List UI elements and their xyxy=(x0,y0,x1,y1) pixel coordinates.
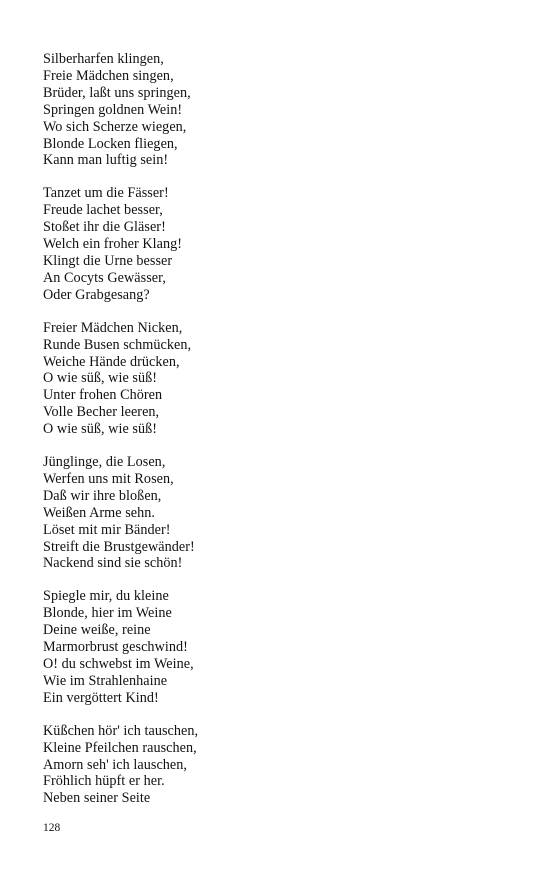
poem-line: Klingt die Urne besser xyxy=(43,252,173,269)
poem-line: Volle Becher leeren, xyxy=(43,404,160,421)
stanza xyxy=(43,723,503,808)
poem-line: O wie süß, wie süß! xyxy=(43,421,158,438)
poem-line: O wie süß, wie süß! xyxy=(43,370,158,387)
poem-line: Marmorbrust geschwind! xyxy=(43,639,188,656)
poem-line: Wo sich Scherze wiegen, xyxy=(43,118,187,135)
poem-line: Jünglinge, die Losen, xyxy=(43,454,166,471)
poem-line: Fröhlich hüpft er her. xyxy=(43,773,165,790)
page-number: 128 xyxy=(43,822,61,834)
stanza xyxy=(43,51,503,169)
poem-line: Brüder, laßt uns springen, xyxy=(43,84,191,101)
stanza xyxy=(43,320,503,438)
poem-line: Wie im Strahlenhaine xyxy=(43,672,168,689)
poem-text xyxy=(43,51,503,823)
poem-line: Freude lachet besser, xyxy=(43,202,163,219)
poem-line: O! du schwebst im Weine, xyxy=(43,656,194,672)
poem-line: Kleine Pfeilchen rauschen, xyxy=(43,739,197,756)
poem-line: Spiegle mir, du kleine xyxy=(43,588,169,605)
poem-line: Löset mit mir Bänder! xyxy=(43,521,171,538)
poem-line: Daß wir ihre bloßen, xyxy=(43,487,162,504)
poem-line: Tanzet um die Fässer! xyxy=(43,185,169,202)
poem-line: Deine weiße, reine xyxy=(43,622,151,639)
poem-line: Amorn seh' ich lauschen, xyxy=(43,756,188,773)
poem-line: Streift die Brustgewänder! xyxy=(43,538,195,555)
poem-line: An Cocyts Gewässer, xyxy=(43,269,166,286)
poem-line: Oder Grabgesang? xyxy=(43,286,150,303)
poem-line: Welch ein froher Klang! xyxy=(43,236,183,253)
poem-line: Weiche Hände drücken, xyxy=(43,353,180,370)
poem-line: Küßchen hör' ich tauschen, xyxy=(43,722,199,739)
poem-line: Freie Mädchen singen, xyxy=(43,67,174,84)
poem-line: Unter frohen Chören xyxy=(43,387,163,404)
stanza xyxy=(43,588,503,706)
poem-line: Nackend sind sie schön! xyxy=(43,555,183,572)
poem-line: Werfen uns mit Rosen, xyxy=(43,470,174,487)
poem-line: Runde Busen schmücken, xyxy=(43,336,192,353)
stanza xyxy=(43,185,503,303)
poem-line: Neben seiner Seite xyxy=(43,790,151,807)
poem-line: Ein vergöttert Kind! xyxy=(43,689,159,706)
poem-line: Kann man luftig sein! xyxy=(43,152,169,169)
poem-line: Freier Mädchen Nicken, xyxy=(43,319,183,336)
poem-line: Weißen Arme sehn. xyxy=(43,504,155,521)
poem-line: Blonde, hier im Weine xyxy=(43,605,172,622)
stanza xyxy=(43,454,503,572)
poem-line: Blonde Locken fliegen, xyxy=(43,135,178,152)
poem-line: Silberharfen klingen, xyxy=(43,51,164,67)
poem-line: Springen goldnen Wein! xyxy=(43,101,183,118)
poem-line: Stoßet ihr die Gläser! xyxy=(43,219,166,236)
